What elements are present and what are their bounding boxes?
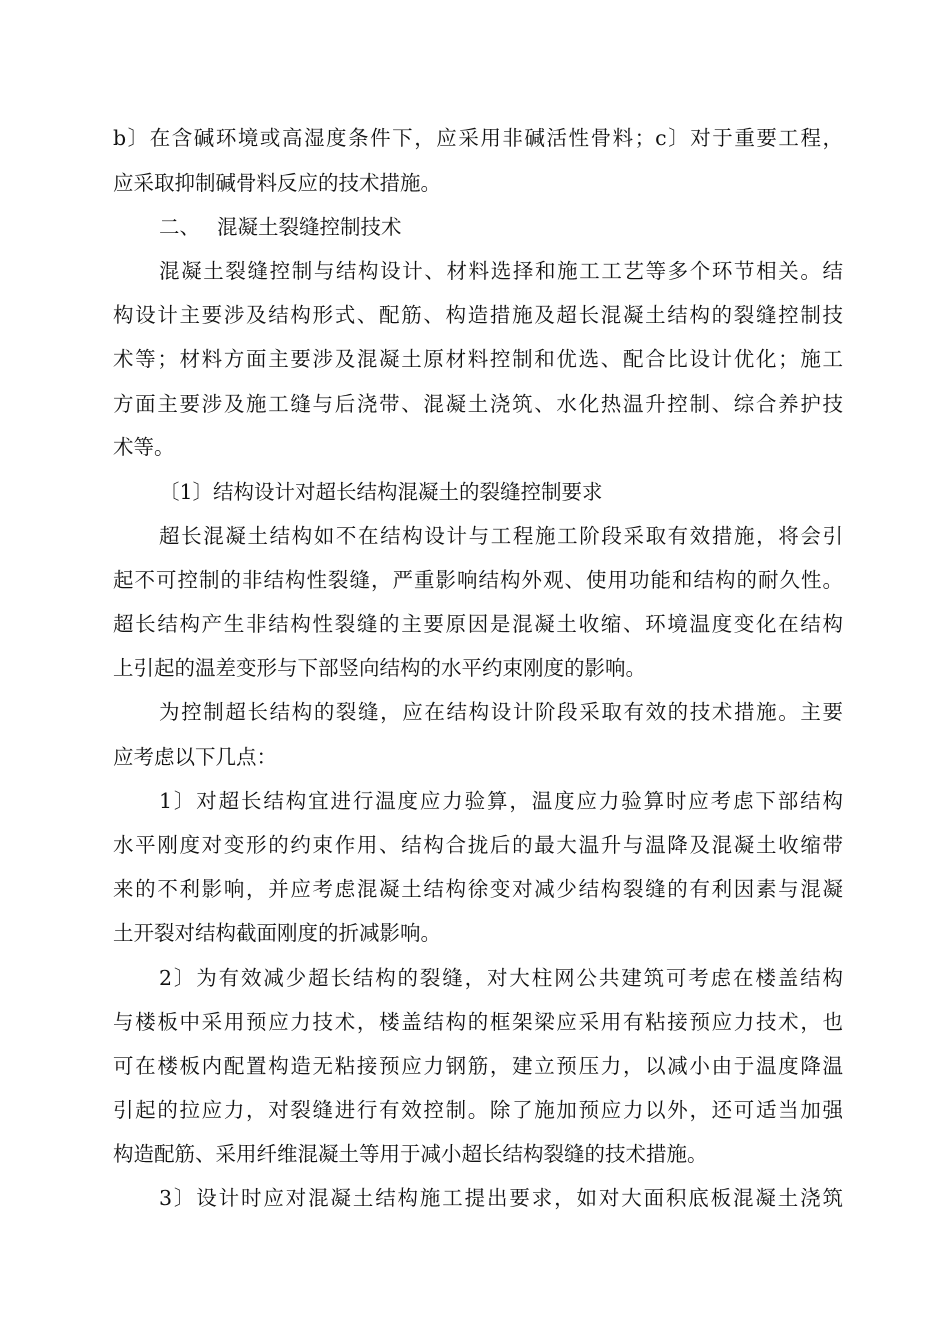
body-text-line: 应采取抑制碱骨料反应的技术措施。 (113, 171, 441, 195)
section-title: 混凝土裂缝控制技术 (217, 215, 402, 239)
paragraph-first-line: 为控制超长结构的裂缝，应在结构设计阶段采取有效的技术措施。主要 (159, 700, 843, 724)
paragraph-first-line: 混凝土裂缝控制与结构设计、材料选择和施工工艺等多个环节相关。结 (159, 259, 843, 283)
list-item-first-line: 3〕设计时应对混凝土结构施工提出要求，如对大面积底板混凝土浇筑 (159, 1186, 843, 1210)
paragraph-first-line: 超长混凝土结构如不在结构设计与工程施工阶段采取有效措施，将会引 (159, 524, 843, 548)
body-text-line: 来的不利影响，并应考虑混凝土结构徐变对减少结构裂缝的有利因素与混凝 (113, 877, 843, 901)
body-text-line: 引起的拉应力，对裂缝进行有效控制。除了施加预应力以外，还可适当加强 (113, 1098, 843, 1122)
body-text-line: 术等。 (113, 435, 175, 459)
section-number: 二、 (159, 215, 200, 239)
body-text-line: 构设计主要涉及结构形式、配筋、构造措施及超长混凝土结构的裂缝控制技 (113, 303, 843, 327)
body-text-line: 上引起的温差变形与下部竖向结构的水平约束刚度的影响。 (113, 656, 646, 680)
body-text-line: 应考虑以下几点： (113, 745, 277, 769)
list-item-first-line: 2〕为有效减少超长结构的裂缝，对大柱网公共建筑可考虑在楼盖结构 (159, 966, 843, 990)
subsection-heading: 〔1〕结构设计对超长结构混凝土的裂缝控制要求 (159, 480, 603, 504)
body-text-line: 可在楼板内配置构造无粘接预应力钢筋，建立预压力，以减小由于温度降温 (113, 1054, 843, 1078)
body-text-line: 土开裂对结构截面刚度的折减影响。 (113, 921, 441, 945)
body-text-line: 水平刚度对变形的约束作用、结构合拢后的最大温升与温降及混凝土收缩带 (113, 833, 843, 857)
body-text-line: 术等；材料方面主要涉及混凝土原材料控制和优选、配合比设计优化；施工 (113, 347, 843, 371)
body-text-line: b〕在含碱环境或高湿度条件下，应采用非碱活性骨料；c〕对于重要工程， (113, 126, 843, 150)
section-heading (159, 212, 889, 242)
body-text-line: 方面主要涉及施工缝与后浇带、混凝土浇筑、水化热温升控制、综合养护技 (113, 392, 843, 416)
body-text-line: 起不可控制的非结构性裂缝，严重影响结构外观、使用功能和结构的耐久性。 (113, 568, 843, 592)
body-text-line: 构造配筋、采用纤维混凝土等用于减小超长结构裂缝的技术措施。 (113, 1142, 708, 1166)
body-text-line: 超长结构产生非结构性裂缝的主要原因是混凝土收缩、环境温度变化在结构 (113, 612, 843, 636)
body-text-line: 与楼板中采用预应力技术，楼盖结构的框架梁应采用有粘接预应力技术，也 (113, 1010, 843, 1034)
list-item-first-line: 1〕对超长结构宜进行温度应力验算，温度应力验算时应考虑下部结构 (159, 789, 843, 813)
